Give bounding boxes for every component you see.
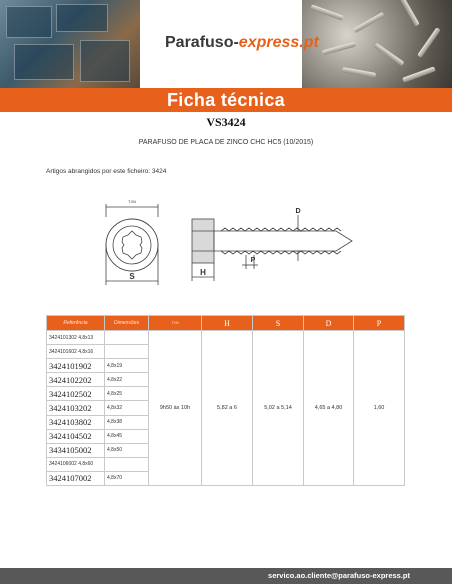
cell-referencia: 3424102502 — [47, 387, 105, 401]
cell-referencia: 3434105002 — [47, 443, 105, 457]
table-body — [47, 331, 405, 486]
cell-referencia: 3424107002 — [47, 471, 105, 485]
torx-recess-icon — [122, 231, 142, 259]
cell-dimensoes: 4,8x32 — [105, 401, 149, 415]
header-s: S — [253, 316, 304, 331]
cell-h: 5,82 a 6 — [202, 331, 253, 486]
cell-dimensoes: 4,8x38 — [105, 415, 149, 429]
cell-dimensoes: 4,8x70 — [105, 471, 149, 485]
header-photo-tools — [0, 0, 140, 88]
drawing-label-d: D — [295, 208, 301, 215]
product-description: PARAFUSO DE PLACA DE ZINCO CHC HC5 (10/2015) — [138, 139, 314, 146]
brand-logo: Parafuso-express.pt — [165, 34, 319, 51]
cell-dimensoes — [105, 331, 149, 345]
drawing-label-top: TXN — [128, 199, 136, 204]
product-code: VS3424 — [206, 115, 246, 129]
header-photo-screws — [302, 0, 452, 88]
header-d: D — [304, 316, 354, 331]
articles-line: Artigos abrangidos por este ficheiro: 3424 — [46, 168, 167, 175]
table-row — [47, 331, 405, 345]
cell-referencia: 3424106002 4,8x60 — [47, 457, 105, 471]
cell-s: 5,02 a 5,14 — [253, 331, 304, 486]
drawing-label-h: H — [200, 268, 206, 277]
header-referencia: Referência — [47, 316, 105, 331]
cell-referencia: 3424101302 4,8x13 — [47, 331, 105, 345]
head-outer-circle — [106, 219, 158, 271]
cell-d: 4,65 a 4,80 — [304, 331, 354, 486]
drawing-label-p: P — [250, 257, 256, 264]
banner-title: Ficha técnica — [167, 90, 285, 110]
cell-referencia: 3424101602 4,8x16 — [47, 345, 105, 359]
cell-dimensoes: 4,8x25 — [105, 387, 149, 401]
cell-referencia: 3424102202 — [47, 373, 105, 387]
cell-dimensoes: 4,8x19 — [105, 359, 149, 373]
footer-email-link[interactable]: servico.ao.cliente@parafuso-express.pt — [268, 571, 410, 580]
cell-referencia: 3424101902 — [47, 359, 105, 373]
cell-p: 1,60 — [354, 331, 405, 486]
cell-dimensoes: 4,8x22 — [105, 373, 149, 387]
cell-referencia: 3424103802 — [47, 415, 105, 429]
cell-dimensoes: 4,8x50 — [105, 443, 149, 457]
screw-head-side — [192, 219, 214, 263]
cell-txn: 9h50 às 10h — [149, 331, 202, 486]
specification-table — [46, 315, 405, 486]
screw-shank — [214, 231, 352, 251]
cell-referencia: 3424104502 — [47, 429, 105, 443]
table-header-row — [47, 316, 405, 331]
cell-dimensoes — [105, 457, 149, 471]
screw-technical-drawing — [96, 195, 366, 295]
header-p: P — [354, 316, 405, 331]
cell-referencia: 3424103202 — [47, 401, 105, 415]
header — [0, 0, 452, 88]
header-txn: TXN — [149, 316, 202, 331]
header-dimensoes: Dimensões — [105, 316, 149, 331]
header-h: H — [202, 316, 253, 331]
cell-dimensoes — [105, 345, 149, 359]
head-inner-circle — [113, 226, 151, 264]
cell-dimensoes: 4,8x45 — [105, 429, 149, 443]
drawing-label-s: S — [129, 272, 135, 281]
